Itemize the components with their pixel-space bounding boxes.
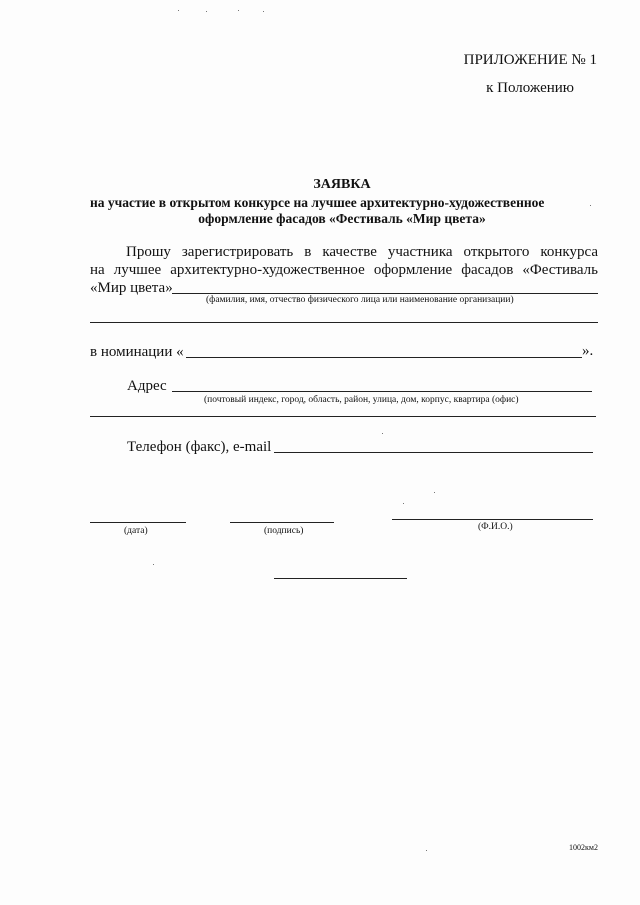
- signature-hint: (подпись): [264, 526, 304, 536]
- address-field-line-2[interactable]: [90, 416, 596, 417]
- scan-speck: [403, 503, 404, 504]
- date-hint: (дата): [124, 526, 148, 536]
- scan-speck: [238, 10, 239, 11]
- scan-speck: [178, 10, 179, 11]
- address-field-hint: (почтовый индекс, город, область, район, улица, дом, корпус, квартира (офис): [204, 395, 519, 405]
- appendix-number: ПРИЛОЖЕНИЕ № 1: [463, 52, 597, 68]
- request-text-line-2: на лучшее архитектурно-художественное оформление фасадов «Фестиваль: [90, 262, 598, 278]
- scan-speck: [426, 850, 427, 851]
- address-field-line[interactable]: [172, 391, 592, 392]
- name-field-line[interactable]: [172, 293, 598, 294]
- regulation-reference: к Положению: [486, 80, 574, 96]
- signature-field-line[interactable]: [230, 522, 334, 523]
- name-field-hint: (фамилия, имя, отчество физического лица или наименование организации): [206, 295, 514, 305]
- scan-speck: [382, 433, 383, 434]
- document-title: ЗАЯВКА: [313, 177, 371, 192]
- nomination-label: в номинации «: [90, 344, 184, 360]
- request-text-line-3: «Мир цвета»: [90, 280, 173, 296]
- nomination-field-line[interactable]: [186, 357, 582, 358]
- phone-email-label: Телефон (факс), e-mail: [127, 439, 272, 455]
- request-text-line-1: Прошу зарегистрировать в качестве участника открытого конкурса: [126, 244, 598, 260]
- fio-hint: (Ф.И.О.): [478, 522, 513, 532]
- date-field-line[interactable]: [90, 522, 186, 523]
- scan-speck: [153, 564, 154, 565]
- scan-speck: [263, 11, 264, 12]
- fio-field-line[interactable]: [392, 519, 593, 520]
- scan-speck: [206, 11, 207, 12]
- title-line-1: на участие в открытом конкурсе на лучшее архитектурно-художественное: [90, 195, 545, 210]
- address-label: Адрес: [127, 378, 167, 394]
- scan-speck: [434, 492, 435, 493]
- bottom-field-line[interactable]: [274, 578, 407, 579]
- scan-speck: [590, 205, 591, 206]
- name-field-line-2[interactable]: [90, 322, 598, 323]
- document-code: 1002км2: [569, 843, 598, 852]
- phone-email-field-line[interactable]: [274, 452, 593, 453]
- nomination-closing-quote: ».: [582, 343, 594, 359]
- title-line-2: оформление фасадов «Фестиваль «Мир цвета»: [198, 211, 486, 226]
